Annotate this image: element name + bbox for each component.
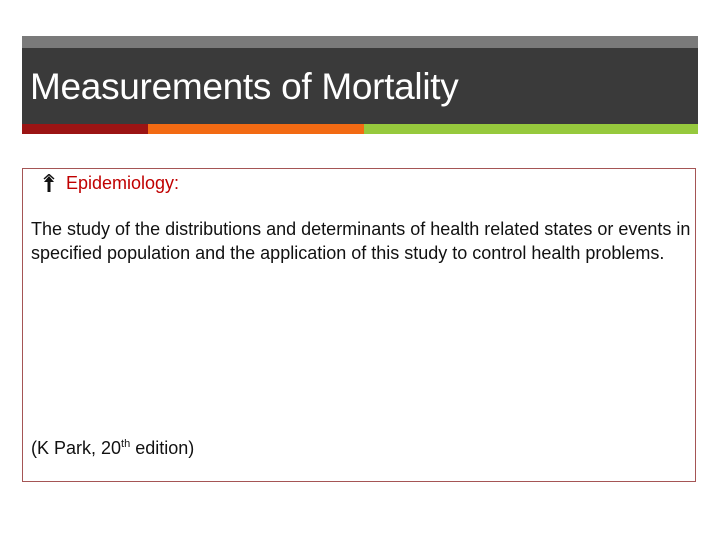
accent-segment-red: [22, 124, 148, 134]
citation-prefix: (K Park, 20: [31, 438, 122, 458]
double-arrow-up-icon: [42, 174, 56, 194]
accent-segment-orange: [148, 124, 364, 134]
accent-strip: [22, 124, 698, 134]
citation: [31, 438, 194, 459]
citation-superscript: th: [121, 438, 131, 450]
accent-segment-green: [364, 124, 698, 134]
slide-title: Measurements of Mortality: [30, 66, 459, 107]
title-top-bar: [22, 36, 698, 48]
content-box: [22, 168, 696, 482]
bullet-item: [42, 173, 179, 194]
bullet-label: Epidemiology:: [66, 173, 180, 193]
citation-suffix: edition): [130, 438, 195, 458]
definition-text: The study of the distributions and determinants of health related states or events in specified population and the application of this study to control health problems.: [31, 219, 691, 263]
